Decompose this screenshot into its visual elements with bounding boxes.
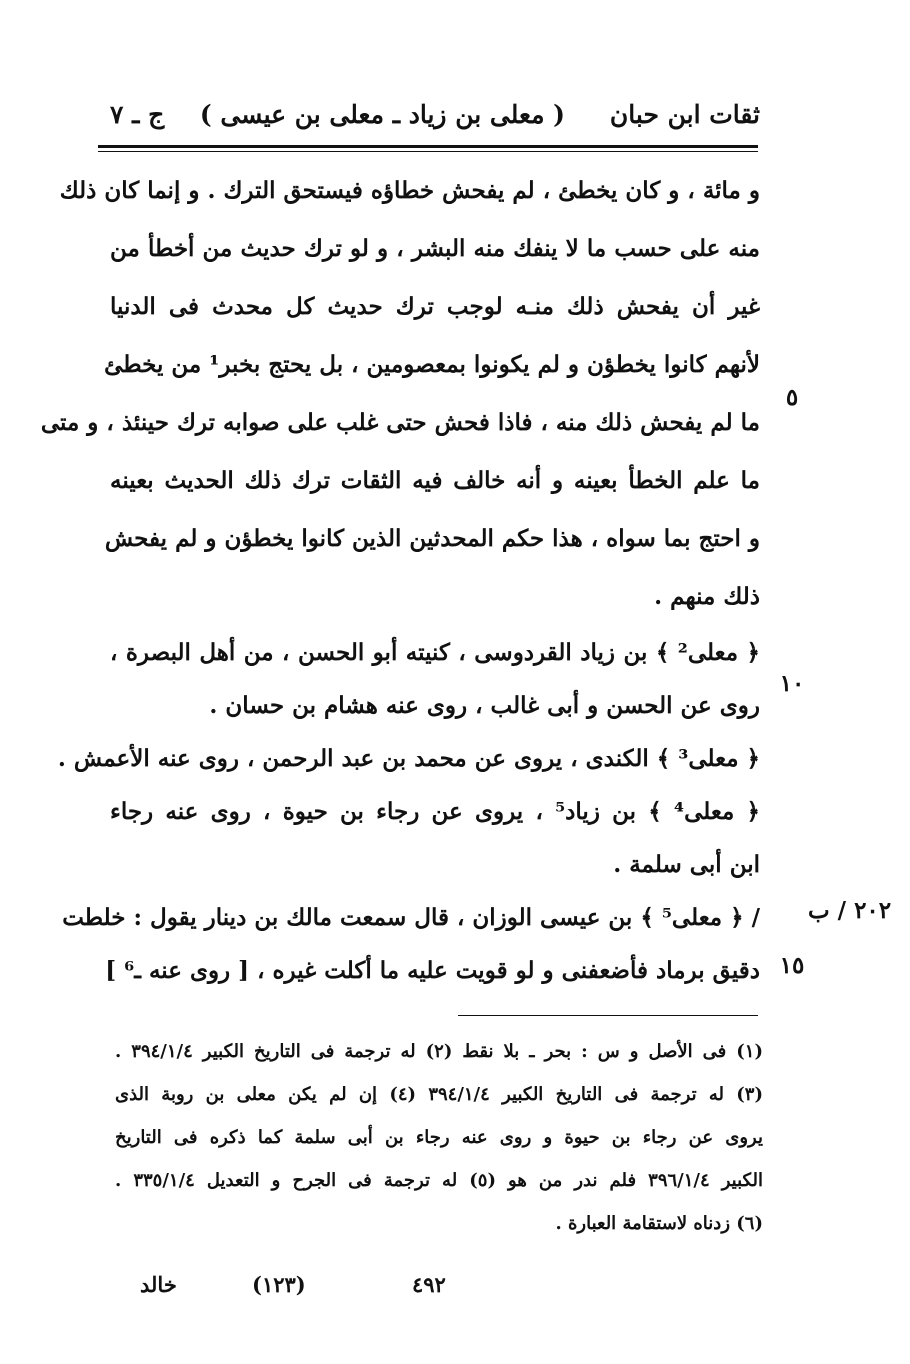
running-header — [100, 100, 760, 140]
text-line-11: ﴿ معلى³ ﴾ الكندى ، يروى عن محمد بن عبد الرحمن ، روى عنه الأعمش . — [57, 745, 760, 772]
text-line-7: و احتج بما سواه ، هذا حكم المحدثين الذين كانوا يخطؤن و لم يفحش — [104, 525, 760, 552]
text-line-3: غير أن يفحش ذلك منـه لوجب ترك حديث كل محدث فى الدنيا — [110, 293, 760, 320]
line-number-10: ١٠ — [779, 670, 805, 697]
footer-signature-word: خالد — [140, 1272, 177, 1297]
footnote-rule — [458, 1015, 758, 1016]
text-line-12: ﴿ معلى⁴ ﴾ بن زياد⁵ ، يروى عن رجاء بن حيوة ، روى عنه رجاء — [110, 798, 761, 825]
text-line-4: لأنهم كانوا يخطؤن و لم يكونوا بمعصومين ، بل يحتج بخبر¹ من يخطئ — [104, 351, 760, 378]
body-text — [40, 162, 761, 997]
text-line-8: ذلك منهم . — [654, 583, 760, 610]
text-line-2: منه على حسب ما لا ينفك منه البشر ، و لو ترك حديث من أخطأ من — [110, 235, 760, 262]
section-title: ( معلى بن زياد ـ معلى بن عيسى ) — [199, 100, 565, 129]
text-line-14: / ﴿ معلى⁵ ﴾ بن عيسى الوزان ، قال سمعت مالك بن دينار يقول : خلطت — [62, 904, 760, 931]
text-line-9: ﴿ معلى² ﴾ بن زياد القردوسى ، كنيته أبو الحسن ، من أهل البصرة ، — [110, 639, 760, 666]
footnote-line-1: (١) فى الأصل و س : بحر ـ بلا نقط (٢) له ترجمة فى التاريخ الكبير ٣٩٤/١/٤ . — [115, 1041, 763, 1062]
footnotes — [115, 1030, 763, 1245]
text-line-1: و مائة ، و كان يخطئ ، لم يفحش خطاؤه فيستحق الترك . و إنما كان ذلك — [59, 177, 760, 204]
text-line-10: روى عن الحسن و أبى غالب ، روى عنه هشام بن حسان . — [209, 692, 760, 719]
text-line-6: ما علم الخطأ بعينه و أنه خالف فيه الثقات ترك ذلك الحديث بعينه — [110, 467, 760, 494]
line-number-5: ٥ — [785, 384, 799, 411]
footnote-line-5: (٦) زدناه لاستقامة العبارة . — [555, 1213, 763, 1234]
book-title: ثقات ابن حبان — [609, 100, 760, 129]
header-rule-thin — [98, 151, 758, 152]
volume-label: ج ـ ٧ — [110, 100, 165, 129]
line-number-15: ١٥ — [779, 952, 805, 979]
text-line-5: ما لم يفحش ذلك منه ، فاذا فحش حتى غلب على صوابه ترك حينئذ ، و متى — [40, 409, 760, 436]
footnote-line-4: الكبير ٣٩٦/١/٤ فلم ندر من هو (٥) له ترجمة فى الجرح و التعديل ٣٣٥/١/٤ . — [115, 1170, 763, 1191]
text-line-13: ابن أبى سلمة . — [613, 851, 760, 878]
text-line-15: دقيق برماد فأضعفنى و لو قويت عليه ما أكلت غيره ، [ روى عنه ـ⁶ ] — [105, 957, 760, 984]
page-number: ٤٩٢ — [412, 1272, 446, 1297]
folio-margin-note: ٢٠٢ / ب — [808, 897, 892, 924]
header-rule-thick — [98, 145, 758, 148]
footnote-line-2: (٣) له ترجمة فى التاريخ الكبير ٣٩٤/١/٤ (٤) إن لم يكن معلى بن روبة الذى — [115, 1084, 763, 1105]
footer-sheet-number: (١٢٣) — [252, 1272, 306, 1297]
footnote-line-3: يروى عن رجاء بن حيوة و روى عنه رجاء بن أبى سلمة كما ذكره فى التاريخ — [115, 1127, 763, 1148]
